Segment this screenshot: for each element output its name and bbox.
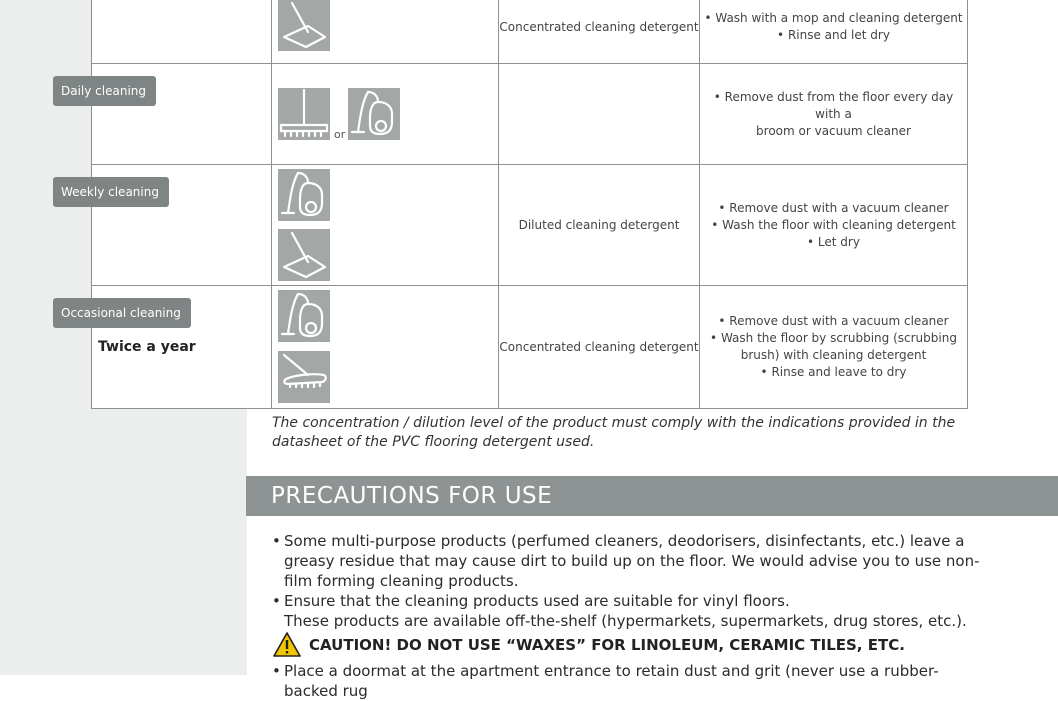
method-line: • Wash the floor by scrubbing (scrubbing (710, 331, 957, 345)
method-line: brush) with cleaning detergent (740, 348, 927, 362)
cleaning-table (91, 0, 968, 409)
precautions-list (272, 531, 992, 701)
table-row (92, 165, 968, 286)
product-cell (499, 64, 700, 165)
tools-cell (272, 286, 499, 409)
product-cell (499, 165, 700, 286)
row-label-cell (92, 0, 272, 64)
table-row (92, 64, 968, 165)
method-line: • Let dry (807, 234, 860, 249)
method-line: • Remove dust with a vacuum cleaner (718, 200, 949, 215)
method-cell (700, 165, 968, 286)
product-cell (499, 0, 700, 64)
list-item-subtext: These products are available off-the-shelf (hypermarkets, supermarkets, drug stores, etc.). (284, 612, 967, 630)
method-line: broom or vacuum cleaner (756, 123, 911, 138)
product-text: Diluted cleaning detergent (518, 218, 680, 232)
list-item (272, 531, 992, 591)
broom-icon (278, 88, 330, 140)
method-line: • Remove dust from the floor every day with a (713, 89, 954, 121)
product-text: Concentrated cleaning detergent (499, 20, 699, 34)
vacuum-cleaner-icon (278, 290, 330, 342)
method-cell (700, 64, 968, 165)
list-item-text: Ensure that the cleaning products used are suitable for vinyl floors. (284, 592, 790, 610)
product-cell (499, 286, 700, 409)
daily-cleaning-tag: Daily cleaning (53, 76, 156, 106)
mop-icon (278, 0, 330, 51)
frequency-sublabel: Twice a year (98, 339, 196, 355)
caution-line (272, 631, 992, 661)
list-item (272, 661, 992, 701)
method-line: • Rinse and let dry (777, 28, 890, 42)
method-line: • Wash with a mop and cleaning detergent (704, 11, 963, 25)
tools-cell (272, 64, 499, 165)
mop-icon (278, 229, 330, 281)
method-line: • Wash the floor with cleaning detergent (711, 217, 956, 232)
tool-separator-text: or (334, 128, 346, 141)
product-text: Concentrated cleaning detergent (499, 340, 699, 354)
section-title: PRECAUTIONS FOR USE (271, 483, 553, 509)
vacuum-cleaner-icon (278, 169, 330, 221)
table-row (92, 286, 968, 409)
dilution-note: The concentration / dilution level of the product must comply with the indications provided in the datasheet of the PVC flooring detergent used. (272, 415, 956, 450)
bullet-symbol: • (272, 532, 281, 550)
method-cell (700, 0, 968, 64)
method-cell (700, 286, 968, 409)
method-line: • Remove dust with a vacuum cleaner (718, 314, 949, 328)
weekly-cleaning-tag: Weekly cleaning (53, 177, 169, 207)
table-row (92, 0, 968, 64)
bullet-symbol: • (272, 662, 281, 680)
list-item-text: Place a doormat at the apartment entrance to retain dust and grit (never use a rubber-backed rug (284, 662, 939, 700)
vacuum-cleaner-icon (348, 88, 400, 140)
list-item-text: Some multi-purpose products (perfumed cleaners, deodorisers, disinfectants, etc.) leave a greasy residue that may cause dirt to build up on the floor. We would advise you to use non-film forming cleaning products. (284, 532, 980, 590)
occasional-cleaning-tag: Occasional cleaning (53, 298, 191, 328)
tools-cell (272, 0, 499, 64)
bullet-symbol: • (272, 592, 281, 610)
list-item (272, 591, 992, 631)
caution-text: CAUTION! DO NOT USE “WAXES” FOR LINOLEUM, CERAMIC TILES, ETC. (309, 636, 905, 654)
method-line: • Rinse and leave to dry (760, 365, 907, 379)
warning-triangle-icon (272, 631, 302, 658)
scrubbing-brush-icon (278, 351, 330, 403)
tools-cell (272, 165, 499, 286)
section-header (246, 476, 1058, 516)
